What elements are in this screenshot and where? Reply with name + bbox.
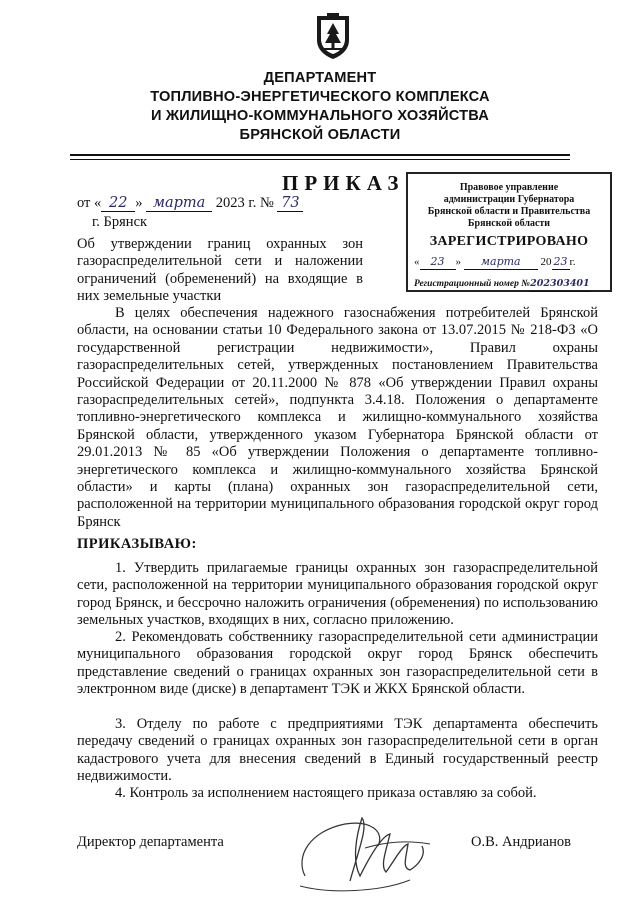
stamp-year-suffix: 23 [553,255,568,268]
stamp-org-line-1: Правовое управление [459,182,559,193]
order-city: г. Брянск [92,214,148,230]
order-month: марта [146,196,212,212]
order-subject: Об утверждении границ охранных зон газораспределительной сети и наложении ограничений (обременений) на входящие в них земельные участки [77,236,363,304]
order-item-1: 1. Утвердить прилагаемые границы охранных зон газораспределительной сети, расположенной на территории муниципального образования городской округ город Брянск, и бессрочно наложить ограничения (обременения) по использованию земельных участков, входящих в них, согласно приложению. [77,560,598,629]
stamp-month: марта [464,254,538,270]
signatory-name: О.В. Андрианов [471,834,571,850]
registration-stamp [406,172,612,292]
handwritten-signature [290,806,460,896]
stamp-date: « 23 » марта 20 23 г. [414,255,576,268]
signatory-position: Директор департамента [77,834,224,850]
stamp-org-line-4: Брянской области [467,218,551,229]
header-rule-thick [70,154,570,156]
stamp-reg-number-line [408,276,610,292]
order-item-3: 3. Отделу по работе с предприятиями ТЭК департамента обеспечить передачу сведений о границах охранных зон газораспределительной сети в орган кадастрового учета для внесения сведений в Единый государственный реестр недвижимости. [77,716,598,785]
stamp-status: ЗАРЕГИСТРИРОВАНО [429,234,589,249]
department-line-3: И ЖИЛИЩНО-КОММУНАЛЬНОГО ХОЗЯЙСТВА [150,108,490,124]
department-line-4: БРЯНСКОЙ ОБЛАСТИ [239,127,401,143]
stamp-day: 23 [420,254,456,270]
order-item-2: 2. Рекомендовать собственнику газораспределительной сети администрации муниципального образования городской округ город Брянск обеспечить представление сведений о границах охранных зон газораспределительной сети в электронном виде (диске) в департамент ТЭК и ЖКХ Брянской области. [77,629,598,698]
department-line-2: ТОПЛИВНО-ЭНЕРГЕТИЧЕСКОГО КОМПЛЕКСА [150,89,490,105]
order-number-label: № [259,195,274,211]
coat-of-arms-icon [313,12,353,60]
header-rule-thin [70,159,570,160]
stamp-year-end: г. [569,256,576,268]
document-title: ПРИКАЗ [282,171,405,195]
order-day: 22 [101,196,135,212]
order-number: 73 [277,196,303,212]
department-line-1: ДЕПАРТАМЕНТ [263,70,377,86]
date-sep: » [135,195,143,211]
date-prefix: от « [77,195,102,211]
order-year: 2023 г. [215,195,257,211]
stamp-org-line-3: Брянской области и Правительства [427,206,591,217]
stamp-year-prefix: 20 [540,256,552,268]
stamp-reg-number: 202303401 [530,276,590,292]
stamp-org-line-2: администрации Губернатора [443,194,575,205]
stamp-reg-number-label: Регистрационный номер № [414,279,530,289]
order-directive-word: ПРИКАЗЫВАЮ: [77,536,197,552]
order-date-line [77,195,303,212]
stamp-organization [408,182,610,230]
preamble-paragraph: В целях обеспечения надежного газоснабжения потребителей Брянской области, на основании статьи 10 Федерального закона от 13.07.2015 № 218-ФЗ «О государственной регистрации недвижимости», Правил охраны газораспределительных сетей, утвержденных постановлением Правительства Российской Федерации от 20.11.2000 № 878 «Об утверждении Правил охраны газораспределительных сетей», подпункта 3.4.18. Положения о департаменте топливно-энергетического комплекса и жилищно-коммунального хозяйства Брянской области, утвержденного указом Губернатора Брянской области от 29.01.2013 № 85 «Об утверждении Положения о департаменте топливно-энергетического комплекса и жилищно-коммунального хозяйства Брянской области» и карты (плана) охранных зон газораспределительной сети, расположенной на территории муниципального образования городской округ город Брянск [77,305,598,530]
order-item-4: 4. Контроль за исполнением настоящего приказа оставляю за собой. [115,785,537,801]
